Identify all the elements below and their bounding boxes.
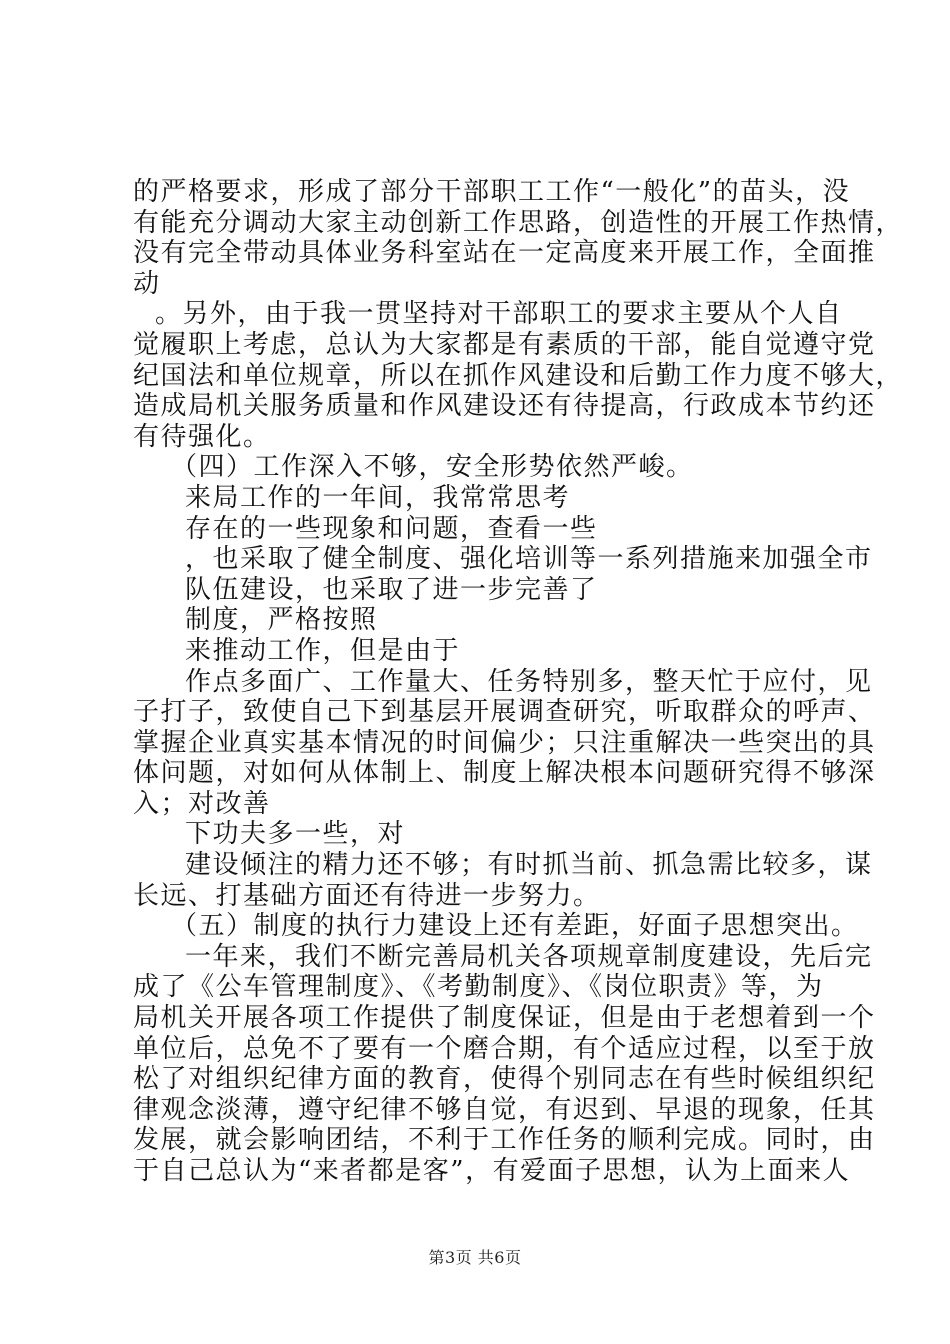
text-line: 有能充分调动大家主动创新工作思路，创造性的开展工作热情， <box>133 207 904 238</box>
document-body <box>133 177 904 1187</box>
text-line: 的严格要求，形成了部分干部职工工作“一般化”的苗头，没 <box>133 177 851 207</box>
text-line: 没有完全带动具体业务科室站在一定高度来开展工作，全面推 <box>133 238 876 269</box>
text-line: 子打子，致使自己下到基层开展调查研究，听取群众的呼声、 <box>133 697 876 728</box>
text-line: 松了对组织纪律方面的教育，使得个别同志在有些时候组织纪 <box>133 1064 876 1095</box>
text-line: 来推动工作，但是由于 <box>185 635 461 666</box>
text-line: 成了《公车管理制度》、《考勤制度》、《岗位职责》等，为 <box>133 972 824 1003</box>
text-line: 建设倾注的精力还不够；有时抓当前、抓急需比较多，谋 <box>185 850 873 881</box>
text-line: 入；对改善 <box>133 788 271 819</box>
page-footer: 第3页 共6页 <box>428 1248 522 1267</box>
text-line: 来局工作的一年间，我常常思考 <box>185 482 571 513</box>
text-line: （五）制度的执行力建设上还有差距，好面子思想突出。 <box>171 911 859 942</box>
text-line: 觉履职上考虑，总认为大家都是有素质的干部，能自觉遵守党 <box>133 329 876 360</box>
text-line: 存在的一些现象和问题，查看一些 <box>185 513 598 544</box>
text-line: 发展，就会影响团结，不利于工作任务的顺利完成。同时，由 <box>133 1125 876 1156</box>
text-line: 单位后，总免不了要有一个磨合期，有个适应过程，以至于放 <box>133 1033 876 1064</box>
text-line: 体问题，对如何从体制上、制度上解决根本问题研究得不够深 <box>133 758 876 789</box>
text-line: 一年来，我们不断完善局机关各项规章制度建设，先后完 <box>185 941 873 972</box>
text-line: （四）工作深入不够，安全形势依然严峻。 <box>171 452 694 483</box>
text-line: 长远、打基础方面还有待进一步努力。 <box>133 880 601 911</box>
text-line: 作点多面广、工作量大、任务特别多，整天忙于应付，见 <box>185 666 873 697</box>
text-line: 造成局机关服务质量和作风建设还有待提高，行政成本节约还 <box>133 391 876 422</box>
text-line: 局机关开展各项工作提供了制度保证，但是由于老想着到一个 <box>133 1003 876 1034</box>
text-line: 。另外，由于我一贯坚持对干部职工的要求主要从个人自 <box>155 299 843 330</box>
text-line: ，也采取了健全制度、强化培训等一系列措施来加强全市 <box>185 544 873 575</box>
text-line: 掌握企业真实基本情况的时间偏少；只注重解决一些突出的具 <box>133 727 876 758</box>
text-line: 于自己总认为“来者都是客”，有爱面子思想，认为上面来人 <box>133 1156 851 1186</box>
text-line: 动 <box>133 268 161 299</box>
text-line: 律观念淡薄，遵守纪律不够自觉，有迟到、早退的现象，任其 <box>133 1094 876 1125</box>
text-line: 纪国法和单位规章，所以在抓作风建设和后勤工作力度不够大， <box>133 360 904 391</box>
text-line: 有待强化。 <box>133 421 271 452</box>
text-line: 队伍建设，也采取了进一步完善了 <box>185 574 598 605</box>
text-line: 制度，严格按照 <box>185 605 378 636</box>
text-line: 下功夫多一些，对 <box>185 819 406 850</box>
